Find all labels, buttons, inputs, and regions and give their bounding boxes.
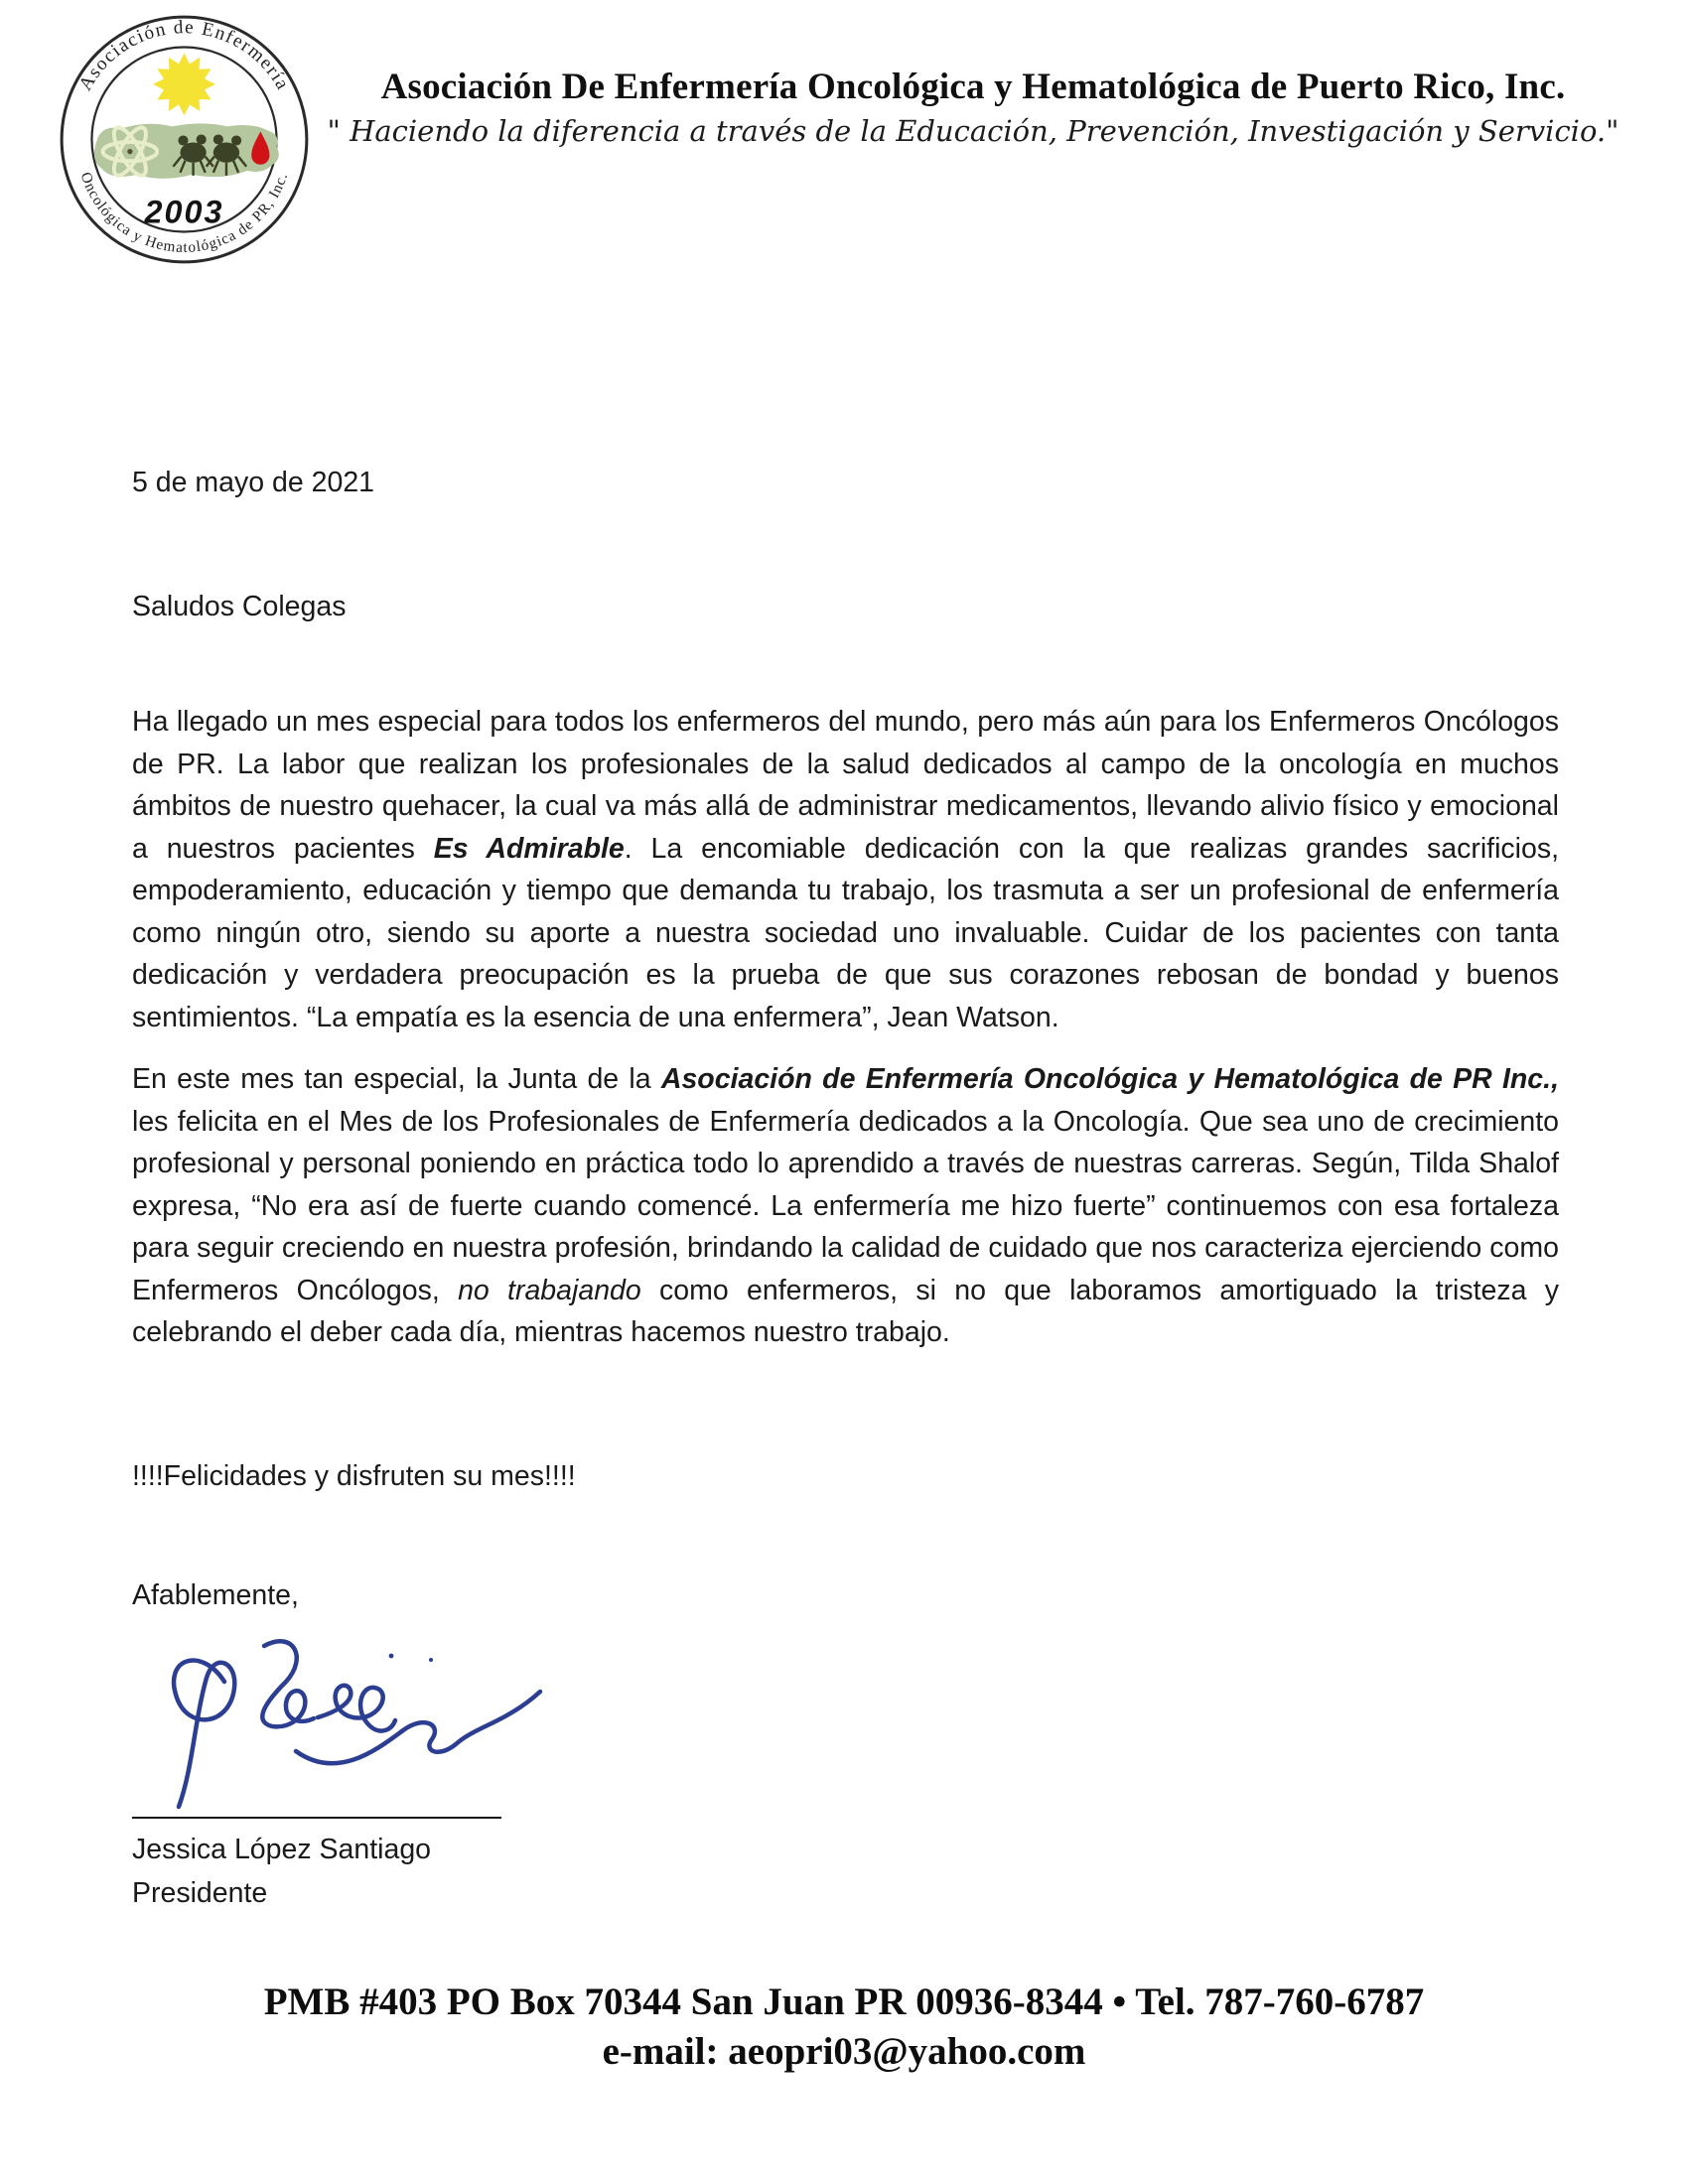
letter-salutation: Saludos Colegas [132, 591, 347, 622]
signatory-name: Jessica López Santiago [132, 1834, 432, 1865]
signature-line [132, 1817, 501, 1819]
footer-address: PMB #403 PO Box 70344 San Juan PR 00936-8344 • Tel. 787-760-6787 [263, 1980, 1425, 2023]
logo-year: 2003 [144, 194, 224, 230]
congratulations-line: !!!!Felicidades y disfruten su mes!!!! [132, 1460, 576, 1492]
signature-image [147, 1630, 574, 1829]
organization-name: Asociación De Enfermería Oncológica y Hematológica de Puerto Rico, Inc. [380, 67, 1566, 107]
letterhead-text [298, 66, 1648, 148]
logo-arc-bottom-text: Oncológica y Hematológica de PR, Inc. [76, 170, 292, 256]
paragraph-2: En este mes tan especial, la Junta de la Asociación de Enfermería Oncológica y Hematológica de PR Inc., les felicita en el Mes de los Profesionales de Enfermería dedicados a la Oncología. Que sea uno de crecimiento profesional y personal poniendo en práctica todo lo aprendido a través de nuestras carreras. Según, Tilda Shalof expresa, “No era así de fuerte cuando comencé. La enfermería me hizo fuerte” continuemos con esa fortaleza para seguir creciendo en nuestra profesión, brindando la calidad de cuidado que nos caracteriza ejerciendo como Enfermeros Oncólogos, no trabajando como enfermeros, si no que laboramos amortiguado la tristeza y celebrando el deber cada día, mientras hacemos nuestro trabajo. [132, 1063, 1560, 1348]
sun-icon [153, 54, 215, 116]
closing-line: Afablemente, [132, 1579, 299, 1611]
letter-footer [0, 1978, 1688, 2077]
letter-date: 5 de mayo de 2021 [132, 467, 375, 498]
organization-tagline: " Haciendo la diferencia a través de la Educación, Prevención, Investigación y Servicio." [327, 114, 1619, 148]
footer-email: e-mail: aeopri03@yahoo.com [602, 2030, 1086, 2073]
logo-arc-top-text: Asociación de Enfermería [74, 17, 294, 94]
signatory-title: Presidente [132, 1877, 268, 1909]
organization-logo [52, 12, 318, 268]
paragraph-1: Ha llegado un mes especial para todos los enfermeros del mundo, pero más aún para los Enfermeros Oncólogos de PR. La labor que realizan los profesionales de la salud dedicados al campo de la oncología en muchos ámbitos de nuestro quehacer, la cual va más allá de administrar medicamentos, llevando alivio físico y emocional a nuestros pacientes Es Admirable. La encomiable dedicación con la que realizas grandes sacrificios, empoderamiento, educación y tiempo que demanda tu trabajo, los trasmuta a ser un profesional de enfermería como ningún otro, siendo su aporte a nuestra sociedad uno invaluable. Cuidar de los pacientes con tanta dedicación y verdadera preocupación es la prueba de que sus corazones rebosan de bondad y buenos sentimientos. “La empatía es la esencia de una enfermera”, Jean Watson. [132, 706, 1560, 1033]
